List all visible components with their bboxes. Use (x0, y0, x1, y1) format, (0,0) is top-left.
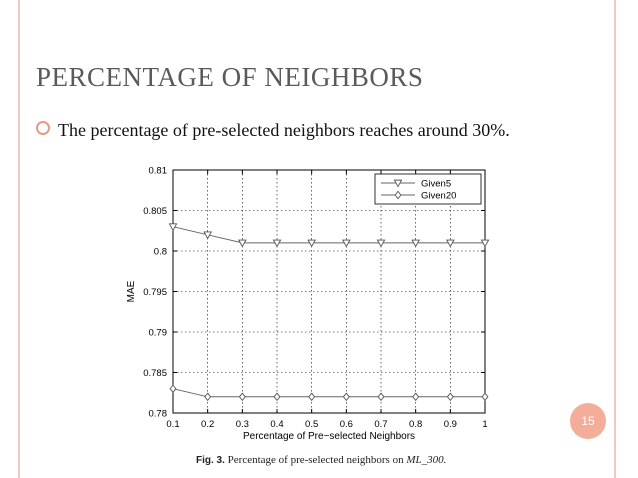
x-tick-label: 0.1 (166, 419, 180, 430)
caption-text: Percentage of pre-selected neighbors on (227, 454, 404, 466)
y-tick-label: 0.795 (143, 287, 167, 298)
x-tick-label: 0.5 (305, 419, 319, 430)
y-tick-label: 0.79 (148, 327, 167, 339)
y-tick-label: 0.805 (143, 206, 167, 217)
mae-line-chart (110, 160, 500, 450)
page-number-badge: 15 (570, 403, 606, 439)
right-frame-line (614, 0, 616, 478)
y-tick-label: 0.78 (148, 408, 167, 420)
x-tick-label: 0.6 (339, 419, 353, 430)
bullet-circle-icon (36, 121, 50, 135)
legend-label-given20: Given20 (421, 190, 457, 202)
x-tick-label: 0.4 (270, 419, 284, 430)
chart-figure (110, 160, 500, 455)
x-tick-label: 0.9 (443, 419, 457, 430)
slide-title: PERCENTAGE OF NEIGHBORS (36, 62, 424, 92)
x-tick-label: 0.3 (235, 419, 249, 430)
y-tick-label: 0.785 (143, 368, 167, 379)
y-axis-label: MAE (126, 280, 137, 303)
figure-caption (196, 454, 446, 466)
x-tick-label: 0.8 (409, 419, 423, 430)
caption-dataset: ML_300. (406, 454, 447, 466)
y-tick-label: 0.81 (148, 165, 167, 177)
y-tick-label: 0.8 (153, 246, 167, 258)
x-tick-label: 0.7 (374, 419, 388, 430)
caption-label: Fig. 3. (196, 455, 225, 466)
left-frame-line (18, 0, 20, 478)
bullet-text: The percentage of pre-selected neighbors reaches around 30%. (58, 120, 510, 140)
legend-label-given5: Given5 (421, 178, 452, 190)
x-axis-label: Percentage of Pre−selected Neighbors (242, 431, 416, 442)
x-tick-label: 0.2 (201, 419, 215, 430)
x-tick-label: 1 (482, 419, 488, 430)
